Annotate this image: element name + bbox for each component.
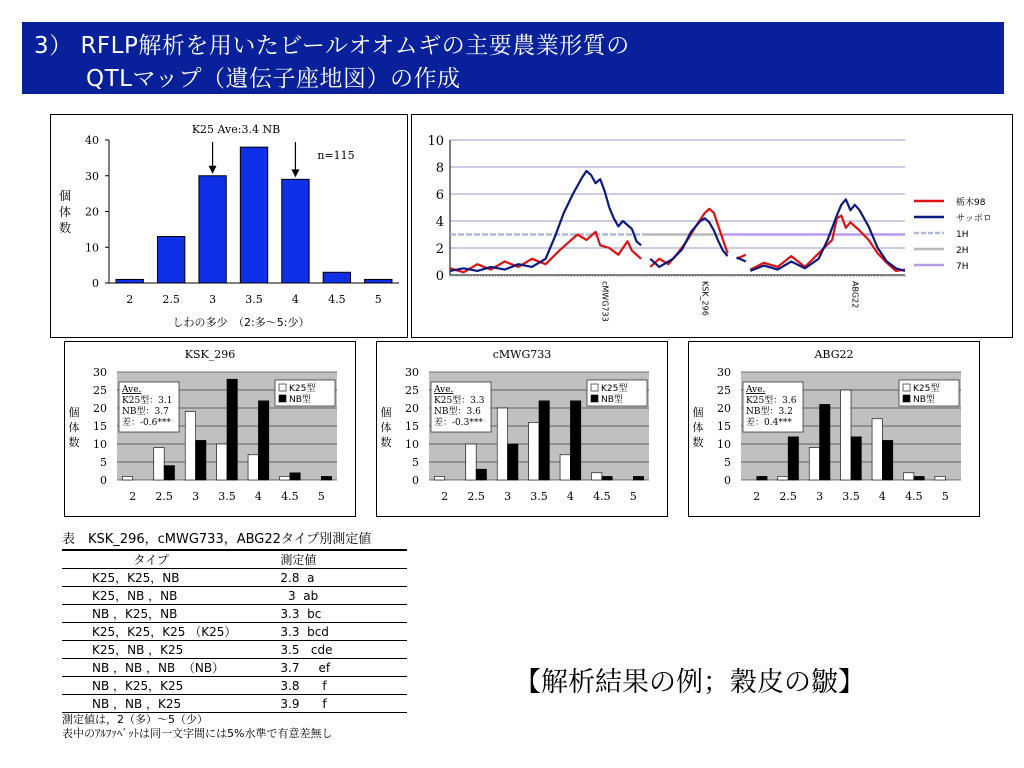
small-chart-ytick-label: 0 bbox=[724, 474, 731, 487]
small-chart-ytick-label: 25 bbox=[93, 384, 107, 397]
small-chart-bar-nb bbox=[164, 466, 174, 480]
hist-ytick-label: 20 bbox=[85, 205, 99, 219]
qtl-marker-label: ABG22 bbox=[850, 281, 860, 309]
hist-bar bbox=[323, 272, 350, 283]
table-row bbox=[62, 641, 407, 659]
small-chart-legend-swatch bbox=[903, 384, 910, 391]
small-chart-bar-nb bbox=[476, 469, 486, 480]
hist-bar bbox=[240, 147, 267, 283]
small-chart-ytick-label: 5 bbox=[100, 456, 107, 469]
small-chart-ytick-label: 20 bbox=[93, 402, 107, 415]
small-chart-stats-line: NB型：3.6 bbox=[434, 407, 481, 417]
qtl-legend-label: 2H bbox=[956, 246, 969, 256]
hist-n-annotation: n=115 bbox=[317, 149, 355, 162]
small-chart-stats-line: 差：-0.6*** bbox=[122, 418, 171, 428]
qtl-ytick-label: 8 bbox=[435, 161, 444, 176]
small-chart-bar-k25 bbox=[935, 476, 945, 480]
small-chart-bar-nb bbox=[820, 404, 830, 480]
hist-arrow-head bbox=[291, 169, 299, 177]
small-chart-ytick-label: 25 bbox=[717, 384, 731, 397]
small-chart-ytick-label: 0 bbox=[412, 474, 419, 487]
qtl-series-line bbox=[750, 216, 905, 271]
small-chart-bar-k25 bbox=[434, 476, 444, 480]
qtl-legend-label: 栃木98 bbox=[956, 198, 986, 208]
hist-ylabel-char: 数 bbox=[58, 221, 72, 235]
small-chart-legend-label: K25型 bbox=[601, 384, 628, 394]
small-chart-ytick-label: 20 bbox=[717, 402, 731, 415]
small-chart-ylabel-char: 体 bbox=[68, 421, 80, 434]
small-chart-stats-line: Ave. bbox=[434, 385, 454, 395]
hist-ylabel-char: 個 bbox=[58, 189, 72, 203]
small-chart-xtick-label: 2 bbox=[441, 490, 449, 503]
small-chart-stats-line: 差：-0.3*** bbox=[434, 418, 483, 428]
small-chart-bar-k25 bbox=[466, 444, 476, 480]
hist-arrow-head bbox=[209, 166, 217, 174]
small-chart-ytick-label: 10 bbox=[717, 438, 731, 451]
cell-type: K25，NB ，NB bbox=[62, 587, 240, 605]
title-line-1: 3） RFLP解析を用いたビールオオムギの主要農業形質の bbox=[34, 33, 630, 59]
small-chart-bar-nb bbox=[227, 379, 237, 480]
small-chart-bar-nb bbox=[602, 476, 612, 480]
hist-xtick-label: 4.5 bbox=[328, 293, 346, 306]
small-chart-stats-line: Ave. bbox=[746, 385, 766, 395]
small-chart-xtick-label: 2.5 bbox=[467, 490, 485, 503]
small-chart-xtick-label: 5 bbox=[317, 490, 325, 503]
small-chart-bar-nb bbox=[258, 401, 268, 480]
hist-bar bbox=[282, 179, 309, 283]
small-chart-bar-nb bbox=[914, 476, 924, 480]
qtl-ytick-label: 10 bbox=[427, 134, 444, 149]
small-chart-ylabel-char: 数 bbox=[68, 436, 80, 449]
abg22-chart bbox=[689, 342, 979, 516]
histogram-panel bbox=[50, 114, 408, 338]
small-chart-bar-nb bbox=[882, 440, 892, 480]
small-chart-bar-k25 bbox=[903, 473, 913, 480]
qtl-ytick-label: 4 bbox=[435, 215, 444, 230]
small-chart-xtick-label: 3 bbox=[504, 490, 512, 503]
small-chart-xtick-label: 4 bbox=[566, 490, 574, 503]
cell-type: K25，NB ，K25 bbox=[62, 641, 240, 659]
cmwg733-panel bbox=[376, 341, 668, 517]
cell-value: 3.3 bcd bbox=[240, 623, 407, 641]
small-chart-ytick-label: 10 bbox=[405, 438, 419, 451]
cell-type: NB ，NB ，NB （NB） bbox=[62, 659, 240, 677]
hist-ytick-label: 30 bbox=[85, 169, 99, 183]
small-chart-ytick-label: 15 bbox=[717, 420, 731, 433]
small-chart-ylabel-char: 数 bbox=[692, 436, 704, 449]
qtl-legend-label: 1H bbox=[956, 230, 969, 240]
qtl-ytick-label: 0 bbox=[435, 269, 444, 284]
small-chart-bar-k25 bbox=[497, 408, 507, 480]
qtl-marker-label: KSK_296 bbox=[700, 281, 710, 316]
small-chart-xtick-label: 2.5 bbox=[779, 490, 797, 503]
hist-xtick-label: 3 bbox=[209, 293, 217, 306]
table-note-1: 測定値は，2（多）～5（少） bbox=[62, 713, 208, 726]
small-chart-legend-swatch bbox=[591, 395, 598, 402]
small-chart-stats-line: 差：0.4*** bbox=[746, 418, 792, 428]
cell-value: 3.7 ef bbox=[240, 659, 407, 677]
small-chart-xtick-label: 3 bbox=[816, 490, 824, 503]
small-chart-bar-k25 bbox=[217, 444, 227, 480]
table-header-row bbox=[62, 550, 407, 569]
small-chart-bar-nb bbox=[570, 401, 580, 480]
type-measurement-table bbox=[62, 528, 407, 741]
ksk296-chart bbox=[65, 342, 355, 516]
small-chart-ytick-label: 15 bbox=[405, 420, 419, 433]
hist-ylabel-char: 体 bbox=[58, 205, 72, 219]
small-chart-bar-k25 bbox=[279, 476, 289, 480]
cell-type: NB ，K25，K25 bbox=[62, 677, 240, 695]
hist-xtick-label: 3.5 bbox=[245, 293, 263, 306]
title-banner bbox=[22, 22, 1004, 94]
cell-type: K25，K25，K25 （K25） bbox=[62, 623, 240, 641]
small-chart-xtick-label: 3.5 bbox=[218, 490, 236, 503]
cell-value: 3.9 f bbox=[240, 695, 407, 713]
small-chart-ytick-label: 0 bbox=[100, 474, 107, 487]
small-chart-xtick-label: 3.5 bbox=[530, 490, 548, 503]
qtl-legend-label: サッポロ bbox=[956, 214, 992, 224]
small-chart-bar-nb bbox=[539, 401, 549, 480]
small-chart-legend-label: NB型 bbox=[289, 395, 311, 405]
small-chart-ylabel-char: 個 bbox=[692, 406, 704, 419]
small-chart-bar-k25 bbox=[872, 419, 882, 480]
small-chart-legend-swatch bbox=[279, 395, 286, 402]
cell-value: 3.5 cde bbox=[240, 641, 407, 659]
qtl-marker-label: cMWG733 bbox=[600, 281, 610, 322]
qtl-lod-chart bbox=[412, 115, 1012, 337]
small-chart-ylabel-char: 個 bbox=[68, 406, 80, 419]
qtl-ytick-label: 6 bbox=[435, 188, 444, 203]
qtl-legend-label: 7H bbox=[956, 262, 969, 272]
small-chart-legend-swatch bbox=[903, 395, 910, 402]
small-chart-xtick-label: 2 bbox=[129, 490, 137, 503]
table-row bbox=[62, 605, 407, 623]
data-table bbox=[62, 549, 407, 713]
qtl-panel bbox=[411, 114, 1013, 338]
small-chart-legend-swatch bbox=[279, 384, 286, 391]
small-chart-title: ABG22 bbox=[814, 348, 854, 361]
small-chart-ytick-label: 30 bbox=[717, 366, 731, 379]
small-chart-bar-nb bbox=[788, 437, 798, 480]
small-chart-ytick-label: 30 bbox=[405, 366, 419, 379]
table-row bbox=[62, 569, 407, 587]
small-chart-stats-line: NB型：3.7 bbox=[122, 407, 169, 417]
cmwg733-chart bbox=[377, 342, 667, 516]
small-chart-ytick-label: 15 bbox=[93, 420, 107, 433]
small-chart-stats-line: Ave. bbox=[122, 385, 142, 395]
cell-value: 3.8 f bbox=[240, 677, 407, 695]
small-chart-xtick-label: 5 bbox=[941, 490, 949, 503]
small-chart-xtick-label: 3 bbox=[192, 490, 200, 503]
small-chart-ytick-label: 10 bbox=[93, 438, 107, 451]
cell-value: 3 ab bbox=[240, 587, 407, 605]
table-row bbox=[62, 659, 407, 677]
small-chart-bar-k25 bbox=[841, 390, 851, 480]
hist-xtick-label: 5 bbox=[374, 293, 382, 306]
small-chart-bar-k25 bbox=[185, 412, 195, 480]
small-chart-ytick-label: 30 bbox=[93, 366, 107, 379]
qtl-series-line bbox=[737, 257, 746, 261]
small-chart-bar-k25 bbox=[154, 448, 164, 480]
hist-ytick-label: 10 bbox=[85, 241, 99, 255]
small-chart-xtick-label: 4 bbox=[878, 490, 886, 503]
small-chart-xtick-label: 5 bbox=[629, 490, 637, 503]
cell-value: 2.8 a bbox=[240, 569, 407, 587]
abg22-panel bbox=[688, 341, 980, 517]
table-row bbox=[62, 623, 407, 641]
small-chart-ytick-label: 5 bbox=[724, 456, 731, 469]
small-chart-ytick-label: 5 bbox=[412, 456, 419, 469]
small-chart-ylabel-char: 体 bbox=[692, 421, 704, 434]
hist-bar bbox=[157, 237, 184, 283]
small-chart-ytick-label: 20 bbox=[405, 402, 419, 415]
qtl-ytick-label: 2 bbox=[435, 242, 444, 257]
hist-bar bbox=[116, 279, 143, 283]
table-row bbox=[62, 695, 407, 713]
small-chart-ylabel-char: 体 bbox=[380, 421, 392, 434]
small-chart-xtick-label: 2 bbox=[753, 490, 761, 503]
result-label: 【解析結果の例；穀皮の皺】 bbox=[514, 667, 865, 698]
small-chart-stats-line: K25型：3.6 bbox=[746, 396, 797, 406]
col-header-value: 測定値 bbox=[240, 550, 407, 569]
small-chart-bar-k25 bbox=[122, 476, 132, 480]
cell-type: NB ，K25，NB bbox=[62, 605, 240, 623]
table-note-2: 表中のｱﾙﾌｧﾍﾞｯﾄは同一文字間には5%水準で有意差無し bbox=[62, 727, 333, 740]
small-chart-bar-nb bbox=[321, 476, 331, 480]
small-chart-legend-label: NB型 bbox=[601, 395, 623, 405]
hist-bar bbox=[199, 176, 226, 283]
hist-xtick-label: 2.5 bbox=[162, 293, 180, 306]
small-chart-bar-k25 bbox=[809, 448, 819, 480]
cell-type: NB ，NB ，K25 bbox=[62, 695, 240, 713]
small-chart-bar-nb bbox=[851, 437, 861, 480]
small-chart-bar-nb bbox=[290, 473, 300, 480]
small-chart-ytick-label: 25 bbox=[405, 384, 419, 397]
small-chart-bar-k25 bbox=[591, 473, 601, 480]
hist-ytick-label: 40 bbox=[85, 134, 99, 147]
small-chart-stats-line: K25型：3.3 bbox=[434, 396, 485, 406]
small-chart-xtick-label: 4.5 bbox=[905, 490, 923, 503]
small-chart-xtick-label: 4.5 bbox=[281, 490, 299, 503]
main-histogram-chart bbox=[51, 115, 407, 337]
small-chart-legend-label: K25型 bbox=[913, 384, 940, 394]
small-chart-ylabel-char: 個 bbox=[380, 406, 392, 419]
small-chart-bar-nb bbox=[757, 476, 767, 480]
hist-xlabel: しわの多少 （2:多～5:少） bbox=[172, 316, 310, 329]
ksk296-panel bbox=[64, 341, 356, 517]
small-chart-bar-k25 bbox=[529, 422, 539, 480]
table-row bbox=[62, 677, 407, 695]
small-chart-xtick-label: 3.5 bbox=[842, 490, 860, 503]
qtl-series-line bbox=[450, 232, 641, 272]
small-chart-xtick-label: 4.5 bbox=[593, 490, 611, 503]
small-chart-ylabel-char: 数 bbox=[380, 436, 392, 449]
hist-xtick-label: 2 bbox=[126, 293, 134, 306]
small-chart-title: KSK_296 bbox=[184, 348, 236, 361]
cell-type: K25，K25，NB bbox=[62, 569, 240, 587]
col-header-type: タイプ bbox=[62, 550, 240, 569]
hist-xtick-label: 4 bbox=[291, 293, 299, 306]
small-chart-xtick-label: 4 bbox=[254, 490, 262, 503]
small-chart-title: cMWG733 bbox=[492, 348, 552, 361]
small-chart-legend-label: NB型 bbox=[913, 395, 935, 405]
hist-ytick-label: 0 bbox=[92, 277, 99, 290]
cell-value: 3.3 bc bbox=[240, 605, 407, 623]
hist-bar bbox=[365, 279, 392, 283]
small-chart-stats-line: K25型：3.1 bbox=[122, 396, 173, 406]
small-chart-bar-k25 bbox=[560, 455, 570, 480]
small-chart-legend-swatch bbox=[591, 384, 598, 391]
small-chart-bar-nb bbox=[633, 476, 643, 480]
small-chart-stats-line: NB型：3.2 bbox=[746, 407, 793, 417]
small-chart-bar-nb bbox=[508, 444, 518, 480]
small-chart-xtick-label: 2.5 bbox=[155, 490, 173, 503]
title-line-2: QTLマップ（遺伝子座地図）の作成 bbox=[86, 66, 461, 92]
table-caption: 表 KSK_296，cMWG733，ABG22タイプ別測定値 bbox=[62, 532, 372, 547]
small-chart-bar-k25 bbox=[248, 455, 258, 480]
table-row bbox=[62, 587, 407, 605]
small-chart-bar-nb bbox=[196, 440, 206, 480]
small-chart-legend-label: K25型 bbox=[289, 384, 316, 394]
hist-title: K25 Ave:3.4 NB bbox=[191, 123, 281, 136]
small-chart-bar-k25 bbox=[778, 476, 788, 480]
